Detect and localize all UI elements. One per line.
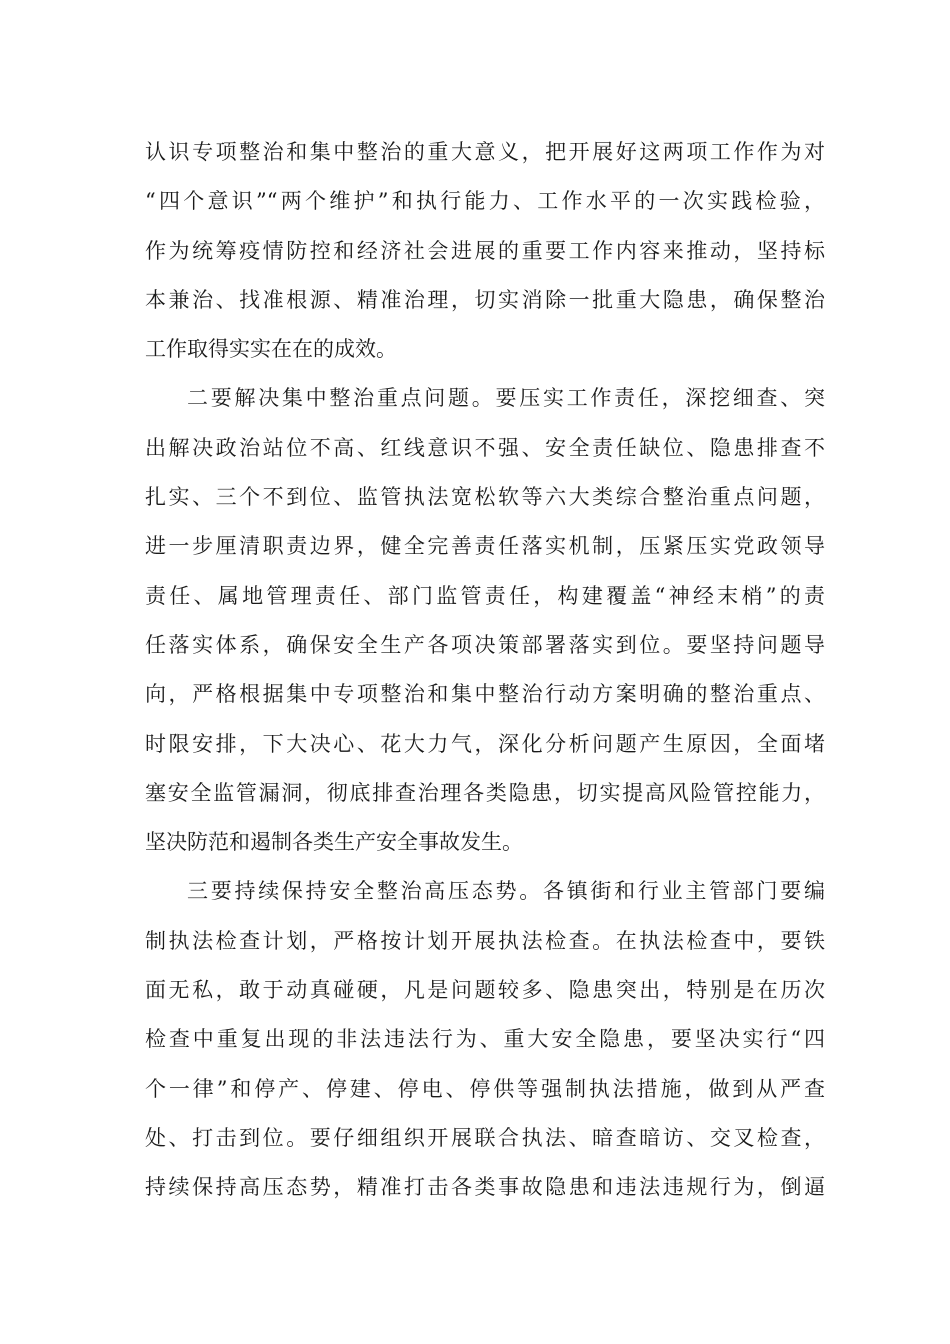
paragraph-line: “四个意识”“两个维护”和执行能力、工作水平的一次实践检验， xyxy=(145,189,825,214)
paragraph-line: 作为统筹疫情防控和经济社会进展的重要工作内容来推动，坚持标 xyxy=(145,238,825,263)
paragraph-line: 处、打击到位。要仔细组织开展联合执法、暗查暗访、交叉检查， xyxy=(145,1125,825,1150)
paragraph-line: 本兼治、找准根源、精准治理，切实消除一批重大隐患，确保整治 xyxy=(145,287,825,312)
paragraph-line: 向，严格根据集中专项整治和集中整治行动方案明确的整治重点、 xyxy=(145,682,825,707)
paragraph-line: 认识专项整治和集中整治的重大意义，把开展好这两项工作作为对 xyxy=(145,140,825,164)
paragraph-line: 持续保持高压态势，精准打击各类事故隐患和违法违规行为，倒逼 xyxy=(145,1175,825,1200)
paragraph-line: 检查中重复出现的非法违法行为、重大安全隐患，要坚决实行“四 xyxy=(145,1027,825,1052)
paragraph-line: 三要持续保持安全整治高压态势。各镇街和行业主管部门要编 xyxy=(187,879,825,904)
paragraph-line: 个一律”和停产、停建、停电、停供等强制执法措施，做到从严查 xyxy=(145,1076,825,1101)
paragraph-line: 制执法检查计划，严格按计划开展执法检查。在执法检查中，要铁 xyxy=(145,928,825,953)
paragraph-line: 工作取得实实在在的成效。 xyxy=(145,337,397,362)
paragraph-line: 任落实体系，确保安全生产各项决策部署落实到位。要坚持问题导 xyxy=(145,632,825,657)
paragraph-line: 二要解决集中整治重点问题。要压实工作责任，深挖细查、突 xyxy=(187,386,825,411)
paragraph-line: 进一步厘清职责边界，健全完善责任落实机制，压紧压实党政领导 xyxy=(145,534,825,559)
paragraph-line: 扎实、三个不到位、监管执法宽松软等六大类综合整治重点问题， xyxy=(145,485,825,510)
paragraph-line: 责任、属地管理责任、部门监管责任，构建覆盖“神经末梢”的责 xyxy=(145,583,825,608)
paragraph-line: 面无私，敢于动真碰硬，凡是问题较多、隐患突出，特别是在历次 xyxy=(145,978,825,1003)
body-text xyxy=(145,128,825,1213)
paragraph-line: 坚决防范和遏制各类生产安全事故发生。 xyxy=(145,830,523,855)
paragraph-line: 出解决政治站位不高、红线意识不强、安全责任缺位、隐患排查不 xyxy=(145,435,825,460)
paragraph-line: 塞安全监管漏洞，彻底排查治理各类隐患，切实提高风险管控能力， xyxy=(145,780,825,805)
paragraph-line: 时限安排，下大决心、花大力气，深化分析问题产生原因，全面堵 xyxy=(145,731,825,756)
